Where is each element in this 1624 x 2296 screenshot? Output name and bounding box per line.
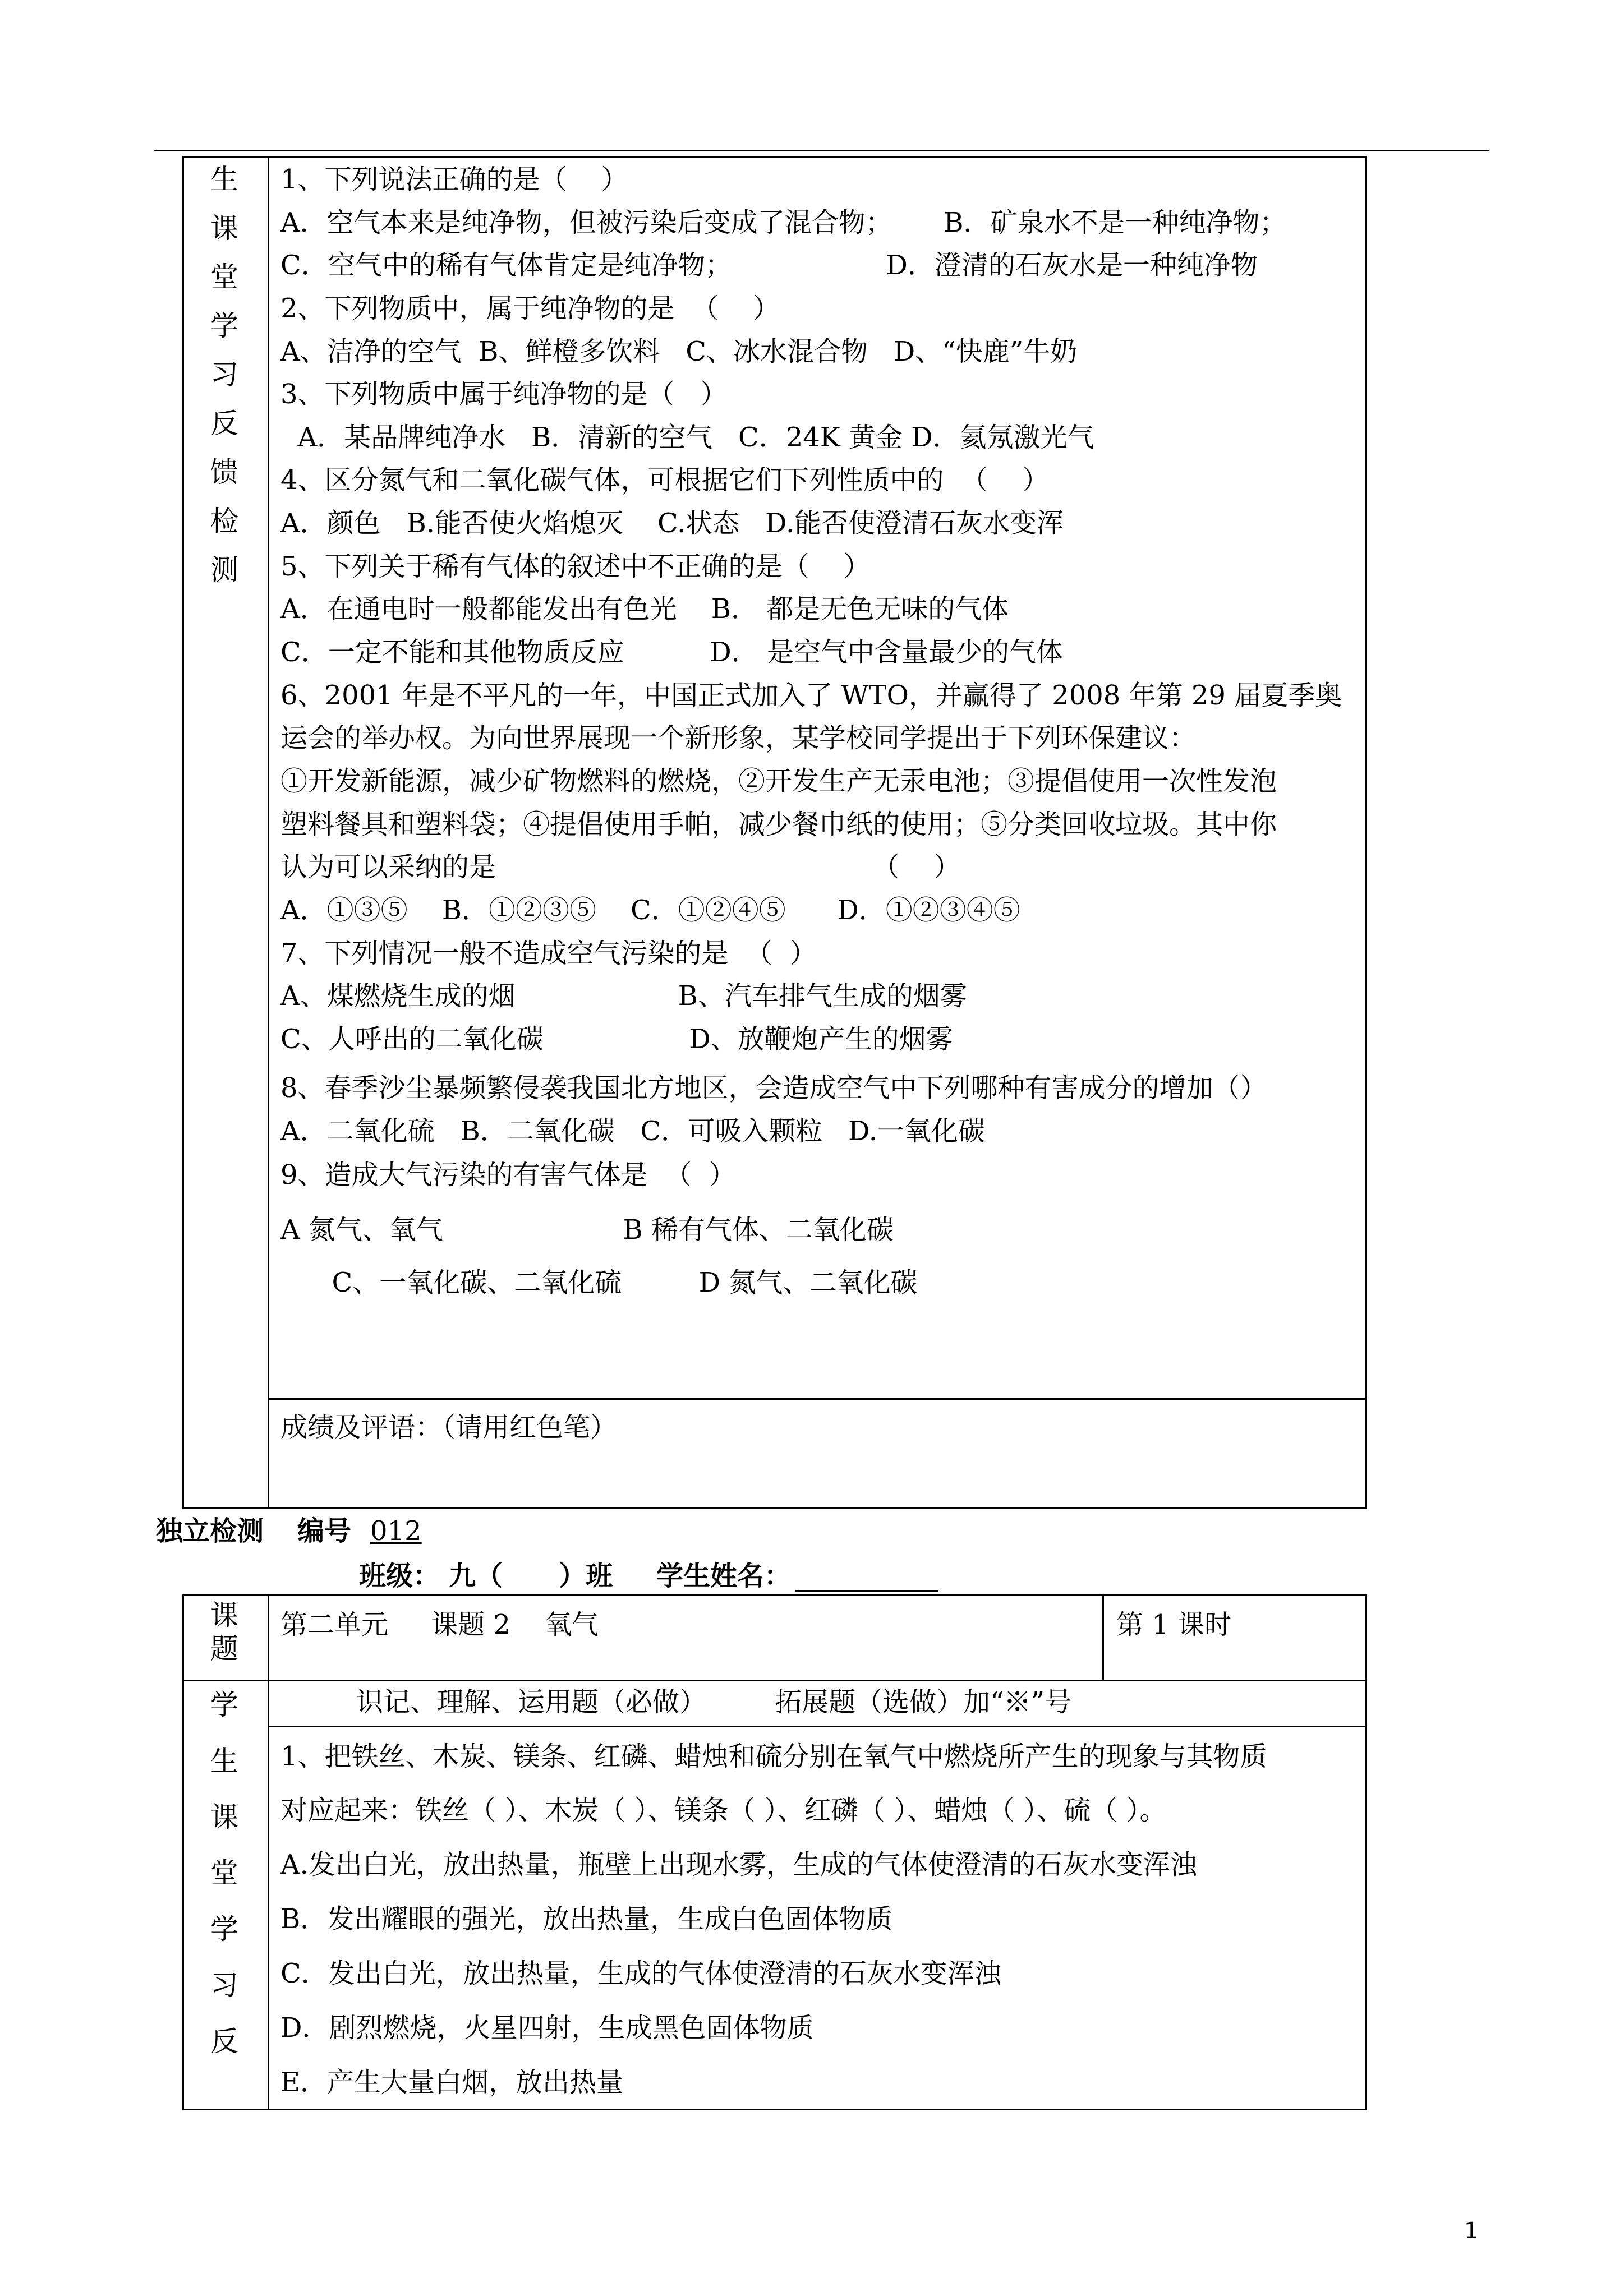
side-label-char: 堂: [210, 1857, 238, 1889]
question-line: C．空气中的稀有气体肯定是纯净物； D．澄清的石灰水是一种纯净物: [280, 250, 1258, 281]
question-line: 8、春季沙尘暴频繁侵袭我国北方地区，会造成空气中下列哪种有害成分的增加（）: [280, 1072, 1267, 1104]
question-line: A、洁净的空气 B、鲜橙多饮料 C、冰水混合物 D、“快鹿”牛奶: [280, 336, 1078, 367]
question-line: A．①③⑤ B．①②③⑤ C．①②④⑤ D．①②③④⑤: [280, 895, 1020, 926]
question-line: 3、下列物质中属于纯净物的是（ ）: [280, 379, 728, 410]
table1-border-top: [182, 156, 1367, 158]
question-line: 7、下列情况一般不造成空气污染的是 （ ）: [280, 938, 817, 969]
table2-period-divider: [1102, 1594, 1104, 1681]
table2-border-left: [182, 1594, 184, 2110]
student-name-label: 学生姓名：: [656, 1560, 792, 1592]
side-label-char: 课: [210, 212, 238, 245]
topic-label-char: 课: [210, 1599, 238, 1631]
side-label-char: 习: [210, 358, 238, 391]
question-line: ①开发新能源，减少矿物燃料的燃烧，②开发生产无汞电池；③提倡使用一次性发泡: [280, 766, 1277, 797]
table1-border-left: [182, 156, 184, 1509]
topic-title: 第二单元 课题 2 氧气: [280, 1609, 599, 1640]
question-line: E．产生大量白烟，放出热量: [280, 2067, 624, 2098]
question-line: 6、2001 年是不平凡的一年，中国正式加入了 WTO，并赢得了 2008 年第 29 届夏季奥: [280, 680, 1342, 711]
side-label-char: 生: [210, 163, 238, 196]
side-label-char: 生: [210, 1745, 238, 1777]
side-label-char: 学: [210, 310, 238, 342]
table2-col-divider: [268, 1594, 269, 2110]
question-line: 认为可以采纳的是 （ ）: [280, 851, 961, 883]
question-line: 2、下列物质中，属于纯净物的是 （ ）: [280, 293, 780, 324]
question-line: 1、把铁丝、木炭、镁条、红磷、蜡烛和硫分别在氧气中燃烧所产生的现象与其物质: [280, 1741, 1267, 1772]
subheader: 识记、理解、运用题（必做） 拓展题（选做）加“※”号: [356, 1686, 1072, 1718]
table1-border-right: [1365, 156, 1367, 1509]
table1-border-bottom: [182, 1507, 1367, 1509]
question-line: C、人呼出的二氧化碳 D、放鞭炮产生的烟雾: [280, 1023, 953, 1055]
question-line: A．二氧化硫 B．二氧化碳 C．可吸入颗粒 D.一氧化碳: [280, 1115, 986, 1147]
side-label-char: 课: [210, 1801, 238, 1833]
question-line: A 氮气、氧气 B 稀有气体、二氧化碳: [280, 1214, 894, 1246]
question-line: C．发出白光，放出热量，生成的气体使澄清的石灰水变浑浊: [280, 1958, 1001, 1989]
question-line: 对应起来：铁丝（ ）、木炭（ ）、镁条（ ）、红磷（ ）、蜡烛（ ）、硫（ ）。: [280, 1795, 1167, 1826]
side-label-char: 测: [210, 554, 238, 586]
table1-col-divider: [268, 156, 269, 1509]
question-line: 1、下列说法正确的是（ ）: [280, 164, 628, 195]
score-comment-label: 成绩及评语：（请用红色笔）: [280, 1412, 618, 1443]
side-label-char: 学: [210, 1913, 238, 1945]
table2-border-bottom: [182, 2109, 1367, 2110]
table2-row2-divider: [268, 1726, 1367, 1727]
question-line: 5、下列关于稀有气体的叙述中不正确的是（ ）: [280, 551, 871, 582]
side-label-char: 堂: [210, 261, 238, 293]
table2-row1-divider: [182, 1680, 1367, 1681]
period-label: 第 1 课时: [1116, 1609, 1232, 1640]
side-label-char: 检: [210, 505, 238, 537]
table1-row-divider: [268, 1398, 1367, 1400]
question-line: A．在通电时一般都能发出有色光 B． 都是无色无味的气体: [280, 593, 1009, 625]
section-title: 独立检测: [156, 1515, 264, 1547]
question-line: 塑料餐具和塑料袋；④提倡使用手帕，减少餐巾纸的使用；⑤分类回收垃圾。其中你: [280, 809, 1277, 840]
class-value: 九（ ）班: [449, 1560, 613, 1592]
table2-border-top: [182, 1594, 1367, 1596]
side-label-char: 反: [210, 407, 238, 440]
question-line: B．发出耀眼的强光，放出热量，生成白色固体物质: [280, 1903, 893, 1935]
question-line: 运会的举办权。为向世界展现一个新形象，某学校同学提出于下列环保建议：: [280, 722, 1197, 754]
question-line: A．空气本来是纯净物，但被污染后变成了混合物； B．矿泉水不是一种纯净物；: [280, 207, 1287, 238]
question-line: A.发出白光，放出热量，瓶壁上出现水雾，生成的气体使澄清的石灰水变浑浊: [280, 1849, 1197, 1880]
question-line: A、煤燃烧生成的烟 B、汽车排气生成的烟雾: [280, 980, 967, 1012]
question-line: A．颜色 B.能否使火焰熄灭 C.状态 D.能否使澄清石灰水变浑: [280, 508, 1064, 539]
question-line: A．某品牌纯净水 B．清新的空气 C．24K 黄金 D．氦氖激光气: [280, 422, 1094, 453]
table2-border-right: [1365, 1594, 1367, 2110]
header-rule: [154, 150, 1489, 151]
question-line: C、一氧化碳、二氧化硫 D 氮气、二氧化碳: [280, 1267, 918, 1298]
number-value: 012: [370, 1515, 422, 1547]
class-label: 班级：: [359, 1560, 440, 1592]
side-label-char: 学: [210, 1689, 238, 1721]
side-label-char: 习: [210, 1969, 238, 2002]
question-line: D．剧烈燃烧，火星四射，生成黑色固体物质: [280, 2012, 814, 2044]
topic-label-char: 题: [210, 1633, 238, 1665]
page-number: 1: [1464, 2218, 1479, 2244]
number-label: 编号: [297, 1515, 352, 1547]
side-label-char: 馈: [210, 456, 238, 488]
question-line: C．一定不能和其他物质反应 D． 是空气中含量最少的气体: [280, 637, 1064, 668]
student-name-blank: [795, 1590, 938, 1592]
question-line: 9、造成大气污染的有害气体是 （ ）: [280, 1159, 736, 1191]
side-label-char: 反: [210, 2025, 238, 2058]
question-line: 4、区分氮气和二氧化碳气体，可根据它们下列性质中的 （ ）: [280, 464, 1050, 496]
